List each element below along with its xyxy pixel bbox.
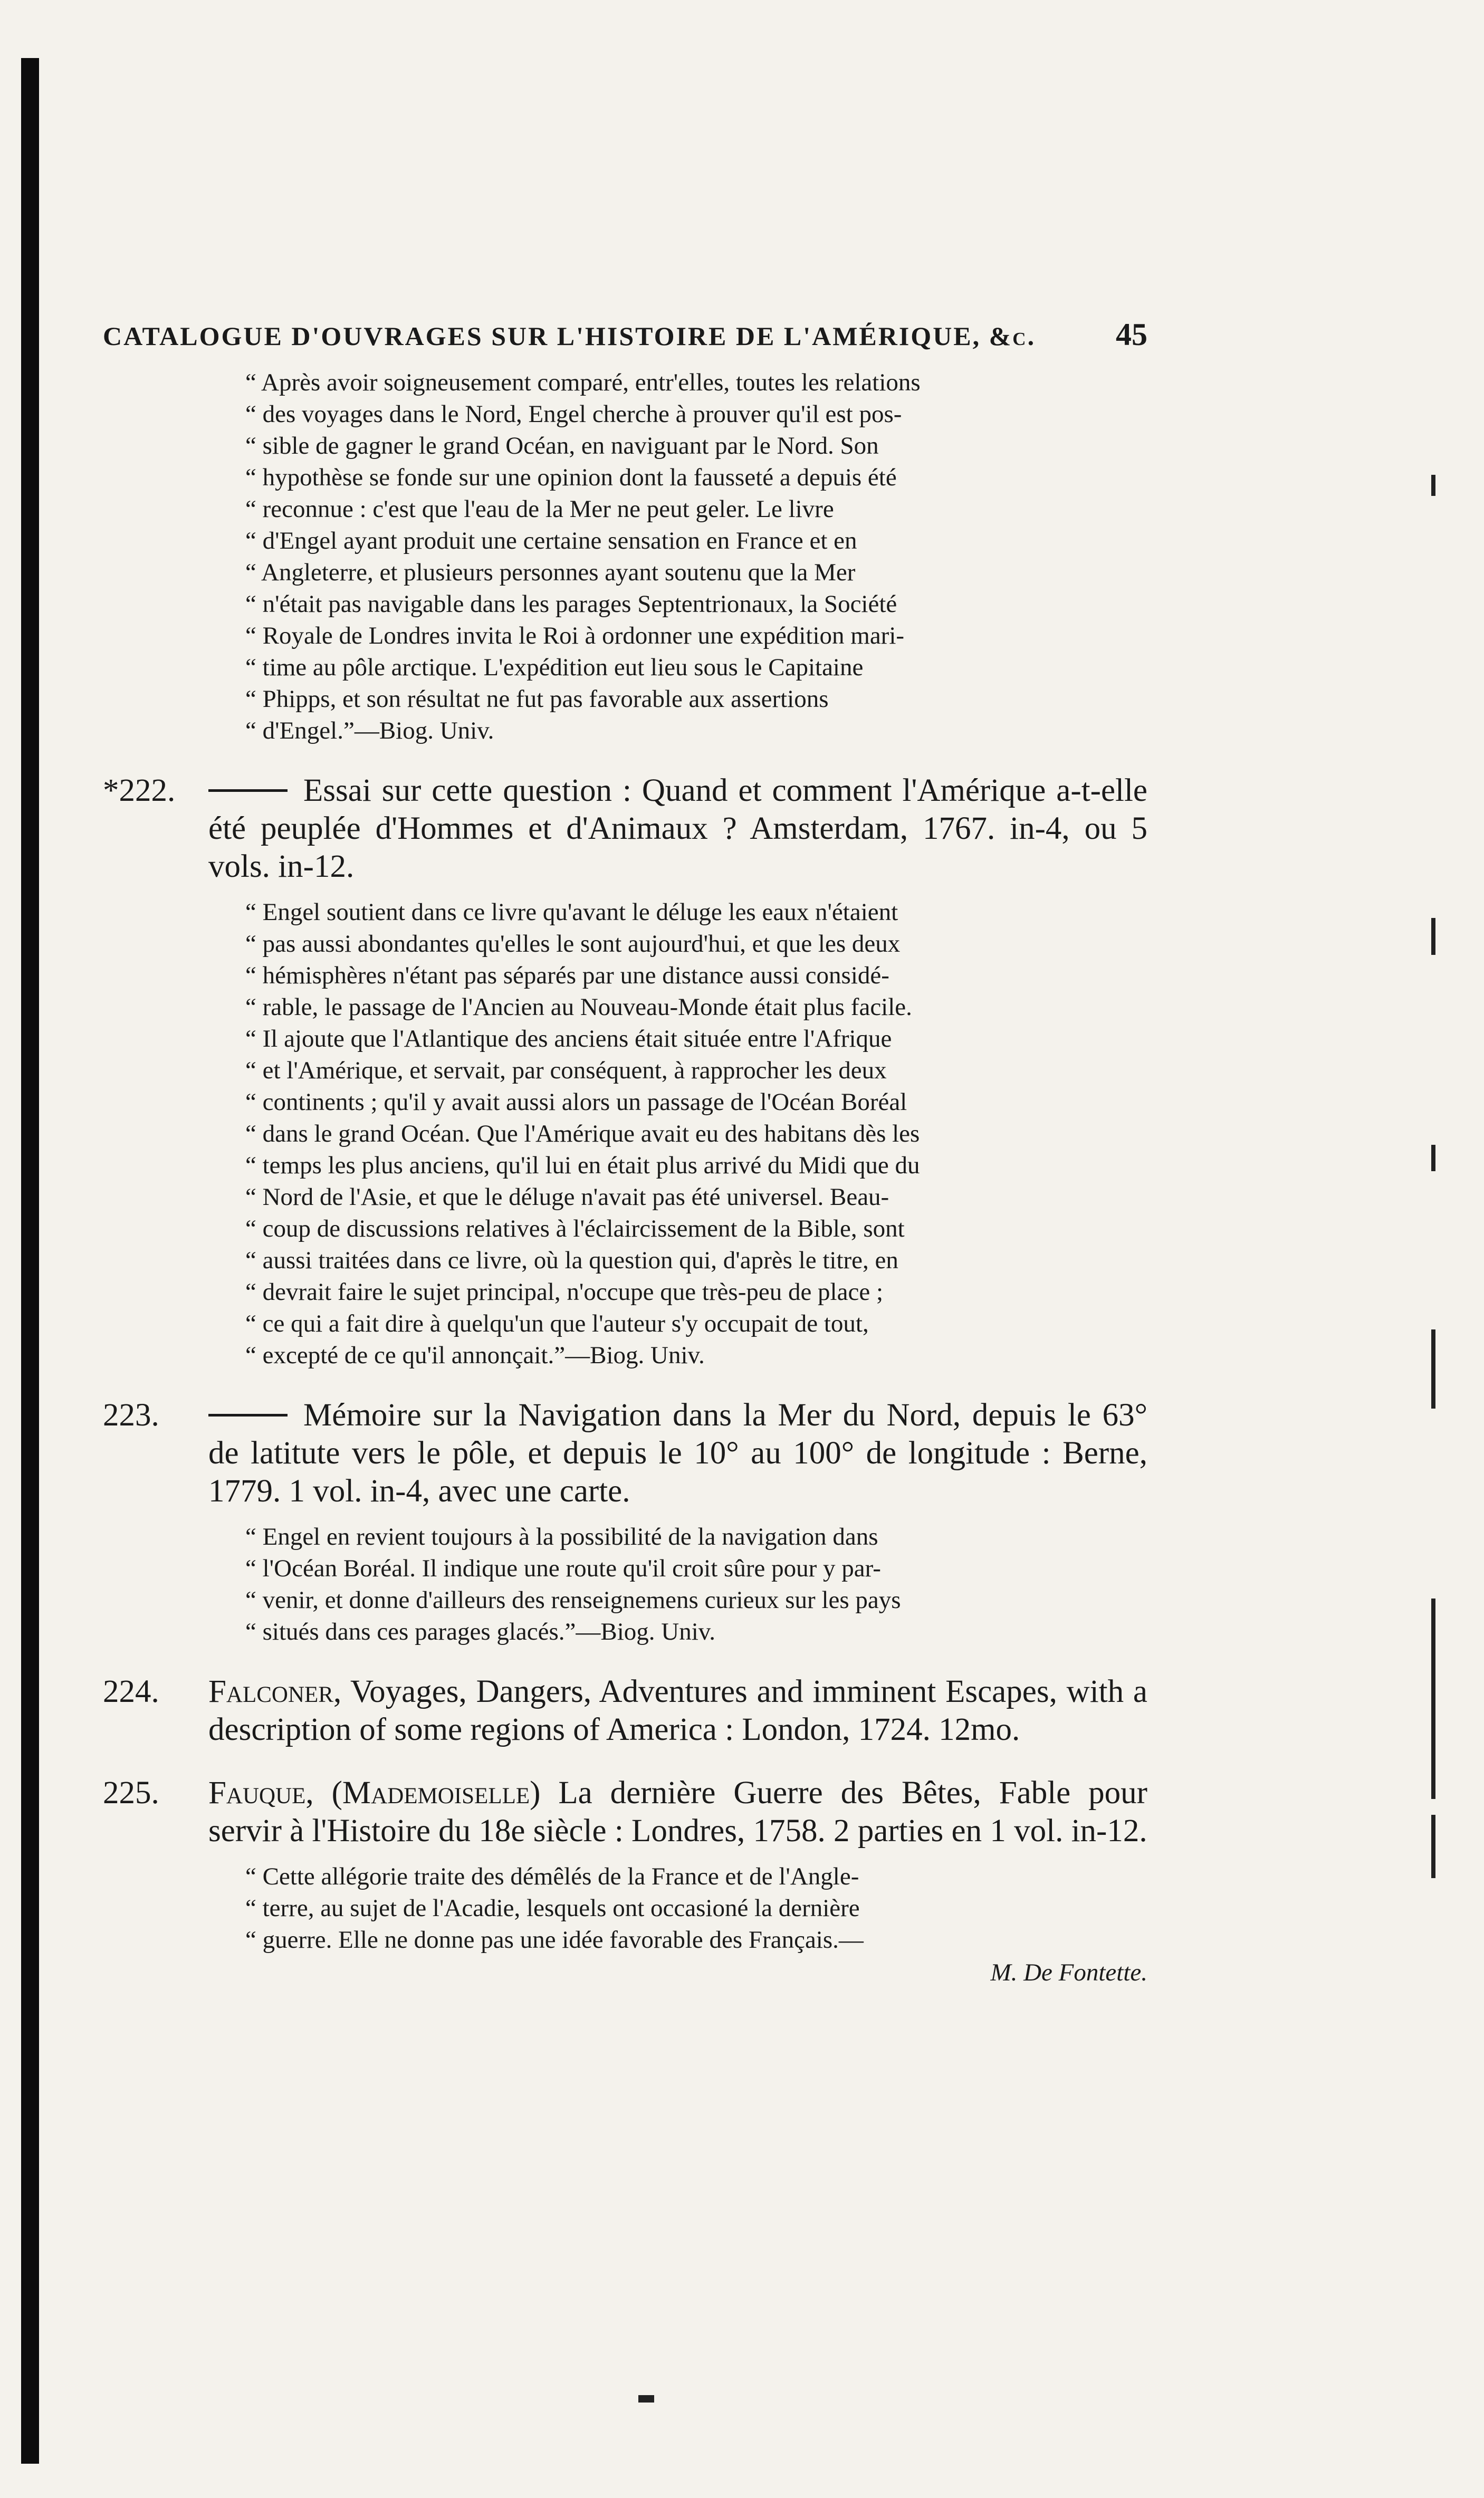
scan-binding-edge (21, 58, 39, 2464)
quote-line: “ guerre. Elle ne donne pas une idée favorable des Français.— (245, 1926, 864, 1954)
ditto-dash (208, 789, 288, 792)
quote-line: “ venir, et donne d'ailleurs des renseignemens curieux sur les pays (245, 1586, 901, 1614)
entry-number: 225. (103, 1775, 159, 1811)
entry-number: *222. (103, 773, 176, 808)
entry-number: 224. (103, 1674, 159, 1709)
quote-line: “ rable, le passage de l'Ancien au Nouveau-Monde était plus facile. (245, 993, 912, 1021)
quote-line: “ des voyages dans le Nord, Engel cherche à prouver qu'il est pos- (245, 400, 902, 428)
entry-quote-222 (245, 896, 1147, 1371)
quote-line: “ aussi traitées dans ce livre, où la question qui, d'après le titre, en (245, 1247, 898, 1274)
quote-line: “ reconnue : c'est que l'eau de la Mer ne peut geler. Le livre (245, 495, 834, 523)
quote-line: “ terre, au sujet de l'Acadie, lesquels ont occasioné la dernière (245, 1894, 860, 1922)
entry-title: Mémoire sur la Navigation dans la Mer du Nord, depuis le 63° de latitute vers le pôle, et depuis le 10° au 100° de longitude : Berne, 1779. 1 vol. in-4, avec une carte. (208, 1398, 1147, 1509)
entry-author: Fauque, (Mademoiselle) (208, 1775, 541, 1811)
quote-line: “ situés dans ces parages glacés.”—Biog. Univ. (245, 1618, 716, 1645)
quote-line: “ n'était pas navigable dans les parages Septentrionaux, la Société (245, 590, 897, 618)
entry-quote-225 (245, 1861, 1147, 1988)
quote-line: “ Engel soutient dans ce livre qu'avant le déluge les eaux n'étaient (245, 898, 898, 926)
ditto-dash (208, 1414, 288, 1417)
running-head-title: CATALOGUE D'OUVRAGES SUR L'HISTOIRE DE L'AMÉRIQUE, &c. (103, 321, 1036, 351)
quote-line: “ devrait faire le sujet principal, n'occupe que très-peu de place ; (245, 1278, 884, 1306)
quote-line: “ Après avoir soigneusement comparé, entr'elles, toutes les relations (245, 369, 921, 396)
quote-line: “ Royale de Londres invita le Roi à ordonner une expédition mari- (245, 622, 905, 649)
quote-line: “ Il ajoute que l'Atlantique des anciens était située entre l'Afrique (245, 1025, 892, 1052)
entry-number: 223. (103, 1398, 159, 1433)
quote-line: “ et l'Amérique, et servait, par conséquent, à rapprocher les deux (245, 1057, 887, 1084)
quote-line: “ continents ; qu'il y avait aussi alors un passage de l'Océan Boréal (245, 1088, 907, 1116)
quote-line: “ pas aussi abondantes qu'elles le sont aujourd'hui, et que les deux (245, 930, 901, 958)
quote-line: “ hémisphères n'étant pas séparés par une distance aussi considé- (245, 962, 889, 989)
scan-margin-marks (1421, 95, 1452, 2416)
entry-quote-223 (245, 1521, 1147, 1648)
quote-line: “ coup de discussions relatives à l'éclaircissement de la Bible, sont (245, 1215, 905, 1242)
quote-line: “ excepté de ce qu'il annonçait.”—Biog. Univ. (245, 1342, 705, 1369)
quote-line: “ sible de gagner le grand Océan, en naviguant par le Nord. Son (245, 432, 879, 460)
quote-line: “ Engel en revient toujours à la possibilité de la navigation dans (245, 1523, 878, 1551)
catalogue-entry-225 (103, 1774, 1147, 1850)
catalogue-entry-224 (103, 1673, 1147, 1749)
quote-line: “ l'Océan Boréal. Il indique une route qu'il croit sûre pour y par- (245, 1555, 881, 1582)
quote-line: “ time au pôle arctique. L'expédition eut lieu sous le Capitaine (245, 654, 864, 681)
catalogue-entry-223 (103, 1396, 1147, 1510)
running-head (103, 317, 1147, 353)
quote-source: M. De Fontette. (990, 1959, 1147, 1986)
entry-title: Essai sur cette question : Quand et comment l'Amérique a-t-elle été peuplée d'Hommes et d'Animaux ? Amsterdam, 1767. in-4, ou 5 vols. in-12. (208, 773, 1147, 884)
entry-title: Voyages, Dangers, Adventures and imminent Escapes, with a description of some regions of America : London, 1724. 12mo. (208, 1674, 1147, 1747)
quote-line: “ dans le grand Océan. Que l'Amérique avait eu des habitans dès les (245, 1120, 920, 1147)
entry-author: Falconer, (208, 1674, 342, 1709)
document-page (103, 317, 1147, 1988)
quote-line: “ Cette allégorie traite des démêlés de la France et de l'Angle- (245, 1863, 859, 1890)
catalogue-entry-222 (103, 772, 1147, 886)
quote-line: “ Nord de l'Asie, et que le déluge n'avait pas été universel. Beau- (245, 1183, 889, 1211)
entry-title: La dernière Guerre des Bêtes, Fable pour servir à l'Histoire du 18e siècle : Londres, 1758. 2 parties en 1 vol. in-12. (208, 1775, 1147, 1849)
quote-line: “ d'Engel ayant produit une certaine sensation en France et en (245, 527, 857, 554)
quote-line: “ hypothèse se fonde sur une opinion dont la fausseté a depuis été (245, 464, 897, 491)
quote-line: “ ce qui a fait dire à quelqu'un que l'auteur s'y occupait de tout, (245, 1310, 869, 1337)
quote-line: “ Angleterre, et plusieurs personnes ayant soutenu que la Mer (245, 559, 856, 586)
page-number: 45 (1116, 317, 1147, 352)
scan-bottom-mark (638, 2395, 654, 2403)
quote-line: “ Phipps, et son résultat ne fut pas favorable aux assertions (245, 685, 829, 713)
continued-quote (245, 367, 1147, 746)
quote-line: “ temps les plus anciens, qu'il lui en était plus arrivé du Midi que du (245, 1152, 920, 1179)
quote-line: “ d'Engel.”—Biog. Univ. (245, 717, 494, 744)
